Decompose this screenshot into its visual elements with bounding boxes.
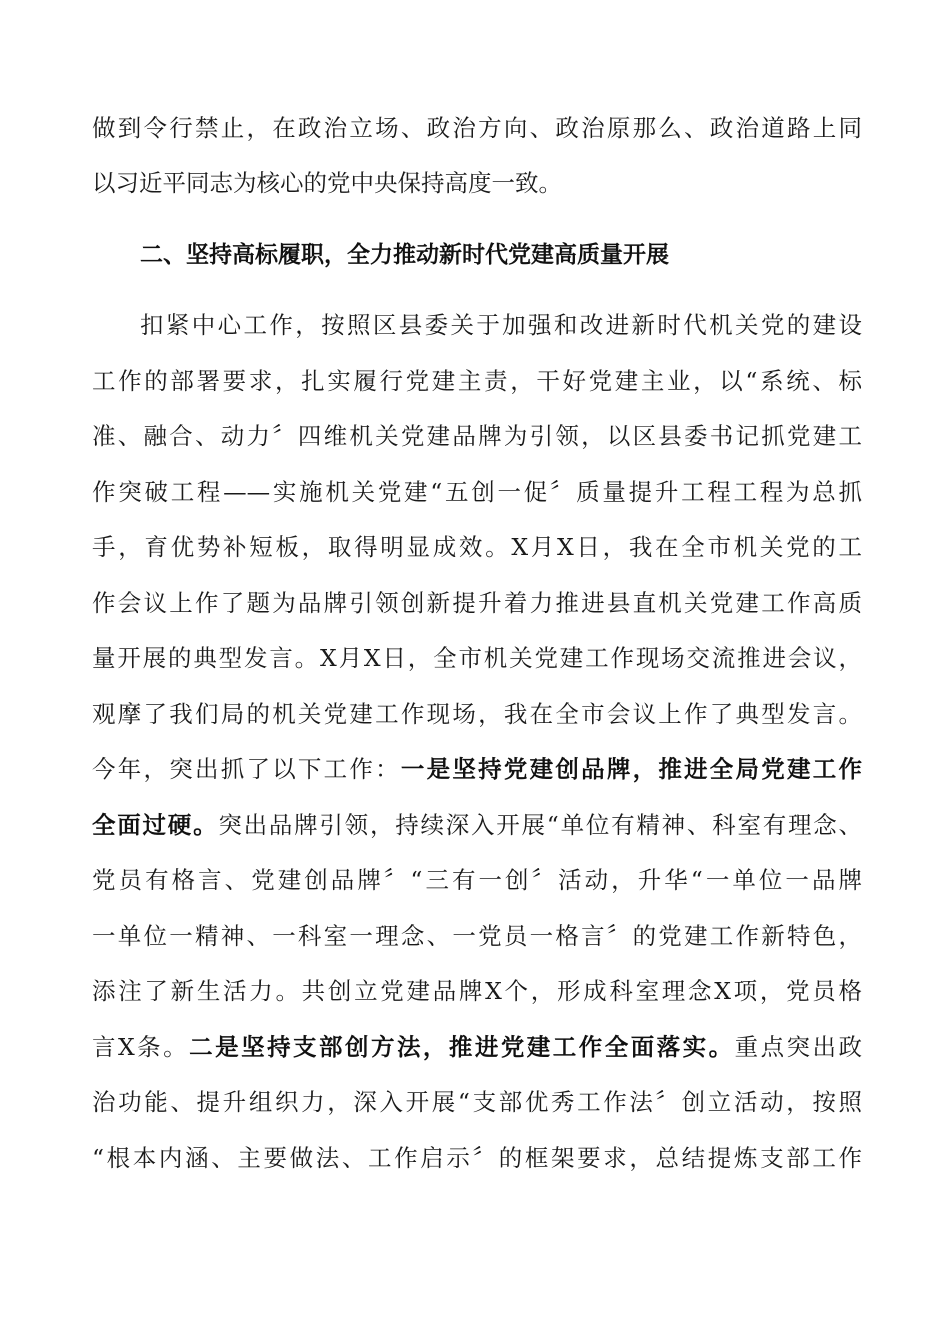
paragraph-2-line-2: 工作的部署要求，扎实履行党建主责，干好党建主业，以“系统、标	[92, 367, 862, 395]
paragraph-2-line-12: 一单位一精神、一科室一理念、一党员一格言〞的党建工作新特色，	[92, 922, 862, 950]
paragraph-2-line-8: 观摩了我们局的机关党建工作现场，我在全市会议上作了典型发言。	[92, 700, 862, 728]
paragraph-2-line-9	[92, 749, 862, 789]
paragraph-2-line-1: 扣紧中心工作，按照区县委关于加强和改进新时代机关党的建设	[140, 311, 862, 339]
section-heading-2: 二、坚持高标履职，全力推动新时代党建高质量开展	[140, 242, 669, 268]
highlight-point-1-title: 一是坚持党建创品牌，推进全局党建工作	[400, 755, 863, 783]
highlight-point-2-title: 二是坚持支部创方法，推进党建工作全面落实。	[189, 1033, 735, 1061]
paragraph-2-line-13: 添注了新生活力。共创立党建品牌X个，形成科室理念X项，党员格	[92, 977, 862, 1005]
paragraph-2-line-3: 准、融合、动力〞四维机关党建品牌为引领，以区县委书记抓党建工	[92, 422, 862, 450]
paragraph-2-line-11: 党员有格言、党建创品牌〞“三有一创〞活动，升华“一单位一品牌	[92, 866, 862, 894]
paragraph-2-line-4: 作突破工程——实施机关党建“五创一促〞质量提升工程工程为总抓	[92, 478, 862, 506]
paragraph-2-line-16: “根本内涵、主要做法、工作启示〞的框架要求，总结提炼支部工作	[92, 1144, 862, 1172]
line-14-text-a: 言X条。	[92, 1033, 190, 1061]
line-10-text: 突出品牌引领，持续深入开展“单位有精神、科室有理念、	[218, 811, 863, 839]
paragraph-2-line-10	[92, 805, 862, 845]
line-14-text-c: 重点突出政	[734, 1033, 863, 1061]
line-9-text: 今年，突出抓了以下工作：	[92, 755, 401, 783]
paragraph-2-line-6: 作会议上作了题为品牌引领创新提升着力推进县直机关党建工作高质	[92, 589, 862, 617]
paragraph-1-line-1: 做到令行禁止，在政治立场、政治方向、政治原那么、政治道路上同	[92, 114, 862, 142]
highlight-point-1-title-end: 全面过硬。	[92, 811, 219, 839]
paragraph-2-line-15: 治功能、提升组织力，深入开展“支部优秀工作法〞创立活动，按照	[92, 1088, 862, 1116]
paragraph-2-line-7: 量开展的典型发言。X月X日，全市机关党建工作现场交流推进会议，	[92, 644, 862, 672]
paragraph-2-line-5: 手，育优势补短板，取得明显成效。X月X日，我在全市机关党的工	[92, 533, 862, 561]
paragraph-1-line-2: 以习近平同志为核心的党中央保持高度一致。	[92, 169, 562, 197]
paragraph-2-line-14	[92, 1027, 862, 1067]
